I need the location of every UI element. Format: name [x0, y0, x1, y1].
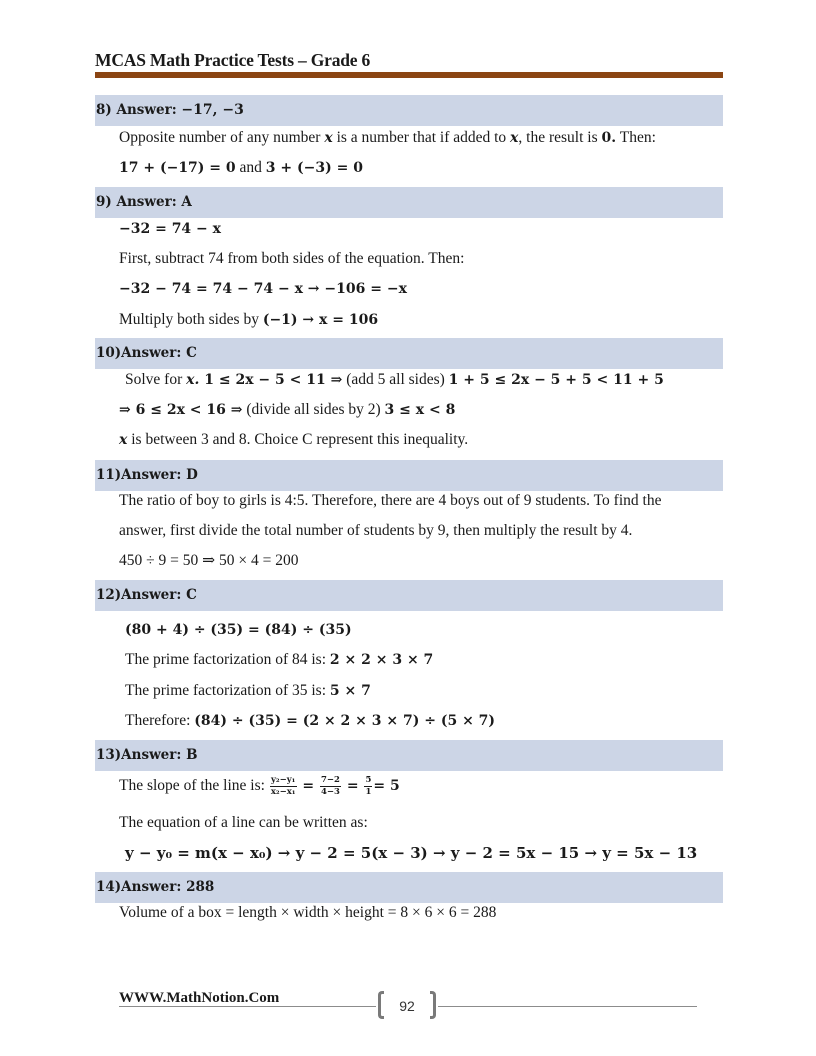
answer-bar-13: 13)Answer: B: [95, 740, 723, 771]
q9-line-2: First, subtract 74 from both sides of the equation. Then:: [119, 250, 465, 267]
fraction-numerator: y₂−y₁: [270, 774, 296, 785]
right-bracket-icon: [430, 991, 436, 1019]
fraction-denominator: 4−3: [321, 786, 340, 797]
q11-line-2: answer, first divide the total number of students by 9, then multiply the result by 4.: [119, 522, 633, 539]
answer-bar-10: 10)Answer: C: [95, 338, 723, 369]
page-title: MCAS Math Practice Tests – Grade 6: [95, 50, 371, 70]
q11-line-3: 450 ÷ 9 = 50 ⇒ 50 × 4 = 200: [119, 552, 299, 569]
math: 17 + (−17) = 0: [119, 160, 236, 176]
math: x: [119, 432, 128, 448]
text: is a number that if added to: [332, 129, 511, 146]
text: , the result is: [518, 129, 602, 146]
math: 5 × 7: [329, 683, 371, 699]
math: = 5: [373, 778, 400, 794]
math: ⇒ 6 ≤ 2x < 16 ⇒: [119, 402, 243, 418]
q9-line-3: [119, 279, 407, 299]
text: The prime factorization of 84 is:: [125, 651, 330, 668]
q10-line-3: [119, 430, 468, 450]
q9-line-4: [119, 310, 378, 330]
math: 1 + 5 ≤ 2x − 5 + 5 < 11 + 5: [448, 372, 664, 388]
answer-bar-9: 9) Answer: A: [95, 187, 723, 218]
math: (80 + 4) ÷ (35) = (84) ÷ (35): [125, 622, 352, 638]
text: Multiply both sides by: [119, 311, 263, 328]
q13-line-3: [125, 843, 697, 864]
q8-line-1: [119, 128, 656, 148]
math-x: x: [510, 130, 519, 146]
math: 3 ≤ x < 8: [384, 402, 456, 418]
math: 2 × 2 × 3 × 7: [329, 652, 434, 668]
text: is between 3 and 8. Choice C represent this inequality.: [127, 431, 469, 448]
text: Opposite number of any number: [119, 129, 325, 146]
text: and: [235, 159, 266, 176]
math: 3 + (−3) = 0: [265, 160, 363, 176]
math: x.: [186, 372, 200, 388]
text: The prime factorization of 35 is:: [125, 682, 330, 699]
slope-values-fraction: [320, 775, 341, 798]
q10-line-1: [125, 370, 664, 390]
q8-line-2: [119, 158, 363, 178]
answer-label-8: 8) Answer:: [96, 102, 182, 118]
math: y − y₀ = m(x − x₀) → y − 2 = 5(x − 3) → y − 2 = 5x − 15 → y = 5x − 13: [125, 844, 698, 862]
answer-bar-14: 14)Answer: 288: [95, 872, 723, 903]
answer-bar-12: 12)Answer: C: [95, 580, 723, 611]
simplified-fraction: [364, 775, 372, 798]
q9-line-1: [119, 219, 221, 239]
equals-sign: =: [341, 778, 364, 794]
header-rule: [95, 72, 723, 78]
q12-line-1: [125, 620, 352, 640]
answer-value-8: −17, −3: [181, 102, 244, 118]
text: Then:: [616, 129, 656, 146]
q14-line-1: Volume of a box = length × width × height = 8 × 6 × 6 = 288: [119, 904, 497, 921]
fraction-denominator: x₂−x₁: [270, 786, 296, 797]
text: Therefore:: [125, 712, 195, 729]
fraction-numerator: 5: [365, 774, 372, 785]
text: (divide all sides by 2): [242, 401, 385, 418]
page-number: 92: [399, 998, 415, 1014]
page-number-box: [376, 991, 438, 1023]
fraction-numerator: 7−2: [321, 774, 340, 785]
q13-line-2: The equation of a line can be written as:: [119, 814, 368, 831]
footer-website: WWW.MathNotion.Com: [119, 990, 280, 1006]
math: −32 = 74 − x: [119, 221, 221, 237]
q10-line-2: [119, 400, 455, 420]
math-x: x: [324, 130, 333, 146]
equals-sign: =: [297, 778, 319, 794]
math: (−1) → x = 106: [262, 312, 379, 328]
text: The slope of the line is:: [119, 777, 269, 794]
q13-line-1: [119, 774, 400, 798]
q12-line-3: [125, 681, 371, 701]
answer-bar-8: [95, 95, 723, 126]
q11-line-1: The ratio of boy to girls is 4:5. Therefore, there are 4 boys out of 9 students. To find the: [119, 492, 662, 509]
answer-bar-11: 11)Answer: D: [95, 460, 723, 491]
slope-fraction: [270, 775, 297, 798]
math: −32 − 74 = 74 − 74 − x → −106 = −x: [119, 281, 407, 297]
math: (84) ÷ (35) = (2 × 2 × 3 × 7) ÷ (5 × 7): [194, 713, 496, 729]
math: 1 ≤ 2x − 5 < 11 ⇒: [199, 372, 343, 388]
text: Solve for: [125, 371, 187, 388]
q12-line-4: [125, 711, 495, 731]
q12-line-2: [125, 650, 433, 670]
text: (add 5 all sides): [342, 371, 449, 388]
fraction-denominator: 1: [365, 786, 372, 797]
math-zero: 0.: [601, 130, 617, 146]
